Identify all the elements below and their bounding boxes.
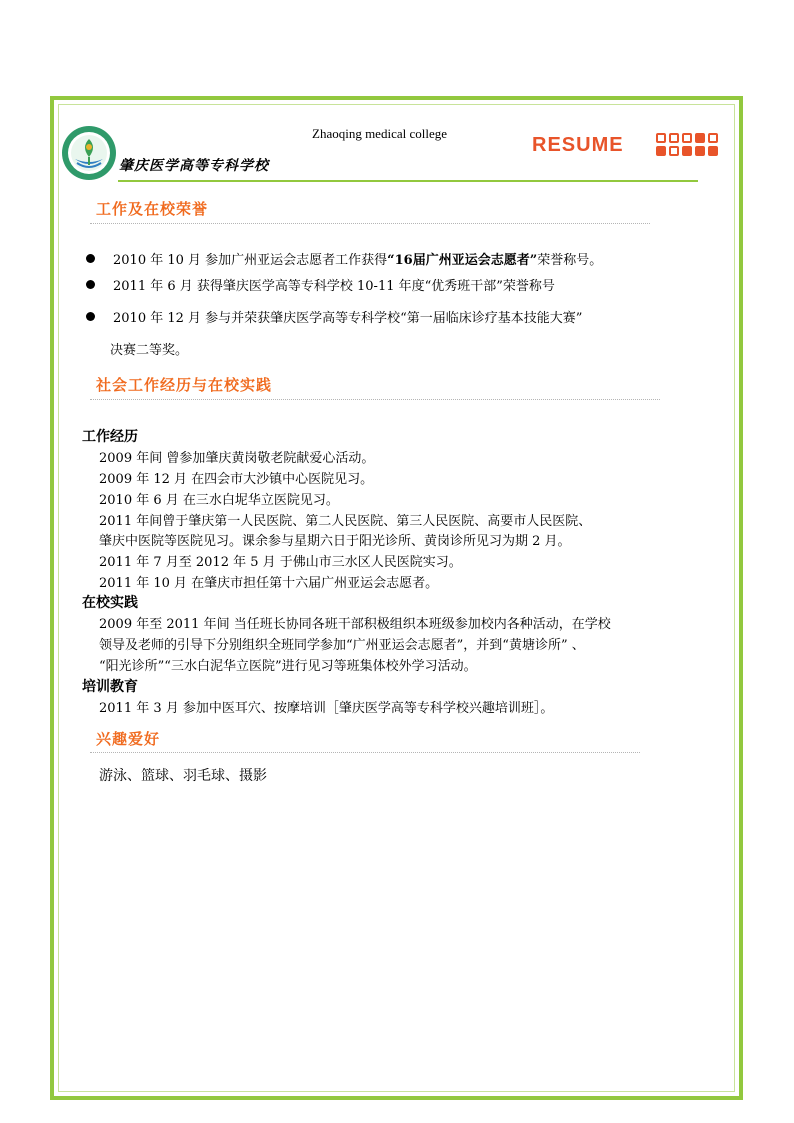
section-divider-social	[90, 399, 660, 400]
campus-line: 2009 年至 2011 年间 当任班长协同各班干部积极组织本班级参加校内各种活动，在学校	[99, 617, 611, 632]
work-line: 2009 年 12 月 在四会市大沙镇中心医院见习。	[99, 472, 374, 487]
work-line: 2011 年 7 月至 2012 年 5 月 于佛山市三水区人民医院实习。	[99, 555, 462, 570]
bullet-icon	[86, 312, 95, 321]
subheading-training: 培训教育	[82, 679, 138, 695]
section-divider-honors	[90, 223, 650, 224]
subheading-campus: 在校实践	[82, 595, 138, 611]
honor-item: 2010 年 10 月 参加广州亚运会志愿者工作获得“16届广州亚运会志愿者”荣誉称号。	[86, 249, 602, 268]
honor-item-continuation: 决赛二等奖。	[110, 343, 189, 358]
work-line: 2010 年 6 月 在三水白坭华立医院见习。	[99, 493, 339, 508]
work-line: 肇庆中医院等医院见习。课余参与星期六日于阳光诊所、黄岗诊所见习为期 2 月。	[99, 534, 571, 549]
section-divider-hobbies	[90, 752, 640, 753]
hobbies-text: 游泳、篮球、羽毛球、摄影	[99, 768, 267, 784]
section-title-hobbies: 兴趣爱好	[96, 730, 161, 748]
section-title-social: 社会工作经历与在校实践	[96, 376, 273, 394]
header-divider	[118, 180, 698, 182]
bullet-icon	[86, 280, 95, 289]
section-title-honors: 工作及在校荣誉	[96, 200, 209, 218]
work-line: 2011 年 10 月 在肇庆市担任第十六届广州亚运会志愿者。	[99, 576, 439, 591]
campus-line: “阳光诊所”“三水白泥华立医院”进行见习等班集体校外学习活动。	[99, 659, 477, 674]
honor-item: 2011 年 6 月 获得肇庆医学高等专科学校 10-11 年度“优秀班干部”荣誉称号	[86, 275, 555, 294]
resume-squares-icon	[656, 133, 720, 157]
school-name-english: Zhaoqing medical college	[312, 126, 448, 141]
honor-item: 2010 年 12 月 参与并荣获肇庆医学高等专科学校“第一届临床诊疗基本技能大赛”	[86, 307, 582, 326]
school-name-chinese: 肇庆医学高等专科学校	[119, 158, 269, 174]
work-line: 2009 年间 曾参加肇庆黄岗敬老院献爱心活动。	[99, 451, 375, 466]
campus-line: 领导及老师的引导下分别组织全班同学参加“广州亚运会志愿者”，并到“黄塘诊所” 、	[99, 638, 585, 653]
work-line: 2011 年间曾于肇庆第一人民医院、第二人民医院、第三人民医院、高要市人民医院、	[99, 514, 592, 529]
resume-wordmark: RESUME	[532, 134, 624, 156]
page-border-frame	[50, 96, 743, 1100]
training-line: 2011 年 3 月 参加中医耳穴、按摩培训［肇庆医学高等专科学校兴趣培训班］。	[99, 701, 554, 716]
subheading-work: 工作经历	[82, 429, 138, 445]
school-logo-icon	[61, 125, 117, 181]
bullet-icon	[86, 254, 95, 263]
